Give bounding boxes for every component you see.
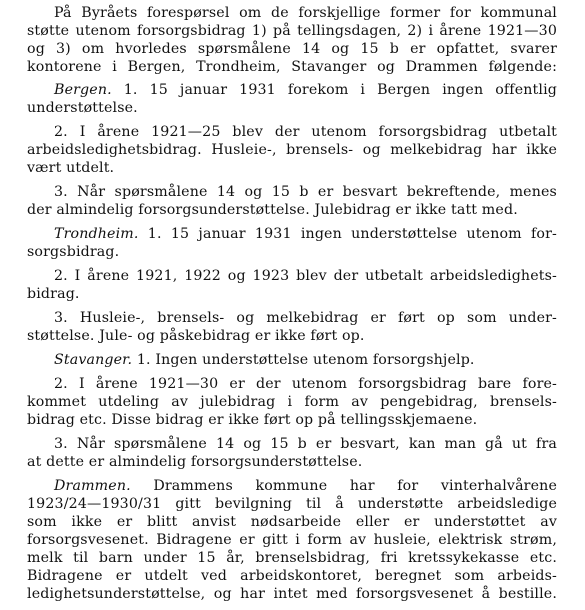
- text-line: 2. I årene 1921—30 er der utenom forsorgsbidrag bare fore-: [54, 376, 557, 392]
- text-line: kontorene i Bergen, Trondheim, Stavanger og Drammen følgende:: [27, 59, 557, 75]
- text-line: bidrag.: [27, 286, 80, 302]
- text-line: [54, 225, 557, 243]
- text-line: vært utdelt.: [27, 160, 115, 176]
- text-line: 3. Når spørsmålene 14 og 15 b er besvart, kan man gå ut fra: [54, 436, 557, 452]
- text-run: Drammens kommune har for vinterhalvårene: [130, 478, 557, 494]
- text-line: 2. I årene 1921, 1922 og 1923 blev der utbetalt arbeidsledighets-: [54, 268, 557, 284]
- text-line: arbeidsledighetsbidrag. Husleie-, brensels- og melkebidrag har ikke: [27, 142, 557, 158]
- text-line: 1923/24—1930/31 gitt bevilgning til å understøtte arbeidsledige: [27, 496, 557, 512]
- text-line: at dette er almindelig forsorgsunderstøttelse.: [27, 454, 363, 470]
- text-line: melk til barn under 15 år, brenselsbidrag, fri kretssykekasse etc.: [27, 550, 557, 566]
- text-line: [54, 81, 557, 99]
- text-line: kommet utdeling av julebidrag i form av pengebidrag, brensels-: [27, 394, 557, 410]
- place-heading: Stavanger.: [54, 352, 133, 368]
- text-line: Bidragene er utdelt ved arbeidskontoret, beregnet som arbeids-: [27, 568, 557, 584]
- text-line: På Byråets forespørsel om de forskjellige former for kommunal: [54, 5, 557, 21]
- text-line: som ikke er blitt anvist nødsarbeide eller er understøttet av: [27, 514, 557, 530]
- text-line: [54, 351, 557, 369]
- text-line: bidrag etc. Disse bidrag er ikke ført op på tellingsskjemaene.: [27, 412, 478, 428]
- text-run: 1. 15 januar 1931 ingen understøttelse utenom for-: [138, 226, 557, 242]
- text-line: ledighetsunderstøttelse, og har intet med forsorgsvesenet å bestille.: [27, 586, 557, 602]
- text-line: sorgsbidrag.: [27, 244, 120, 260]
- text-line: understøttelse.: [27, 100, 138, 116]
- text-line: støtte utenom forsorgsbidrag 1) på tellingsdagen, 2) i årene 1921—30: [27, 23, 557, 39]
- text-line: 3. Husleie-, brensels- og melkebidrag er ført op som under-: [54, 310, 557, 326]
- text-line: støttelse. Jule- og påskebidrag er ikke ført op.: [27, 328, 365, 344]
- text-line: [54, 477, 557, 495]
- text-line: der almindelig forsorgsunderstøttelse. Julebidrag er ikke tatt med.: [27, 202, 518, 218]
- place-heading: Drammen.: [54, 478, 131, 494]
- text-run: 1. Ingen understøttelse utenom forsorgshjelp.: [132, 352, 475, 368]
- text-line: og 3) om hvorledes spørsmålene 14 og 15 b er opfattet, svarer: [27, 41, 557, 57]
- place-heading: Trondheim.: [54, 226, 139, 242]
- text-line: forsorgsvesenet. Bidragene er gitt i form av husleie, elektrisk strøm,: [27, 532, 557, 548]
- text-run: 1. 15 januar 1931 forekom i Bergen ingen offentlig: [111, 82, 557, 98]
- text-line: 3. Når spørsmålene 14 og 15 b er besvart bekreftende, menes: [54, 184, 557, 200]
- text-line: 2. I årene 1921—25 blev der utenom forsorgsbidrag utbetalt: [54, 124, 557, 140]
- place-heading: Bergen.: [54, 82, 112, 98]
